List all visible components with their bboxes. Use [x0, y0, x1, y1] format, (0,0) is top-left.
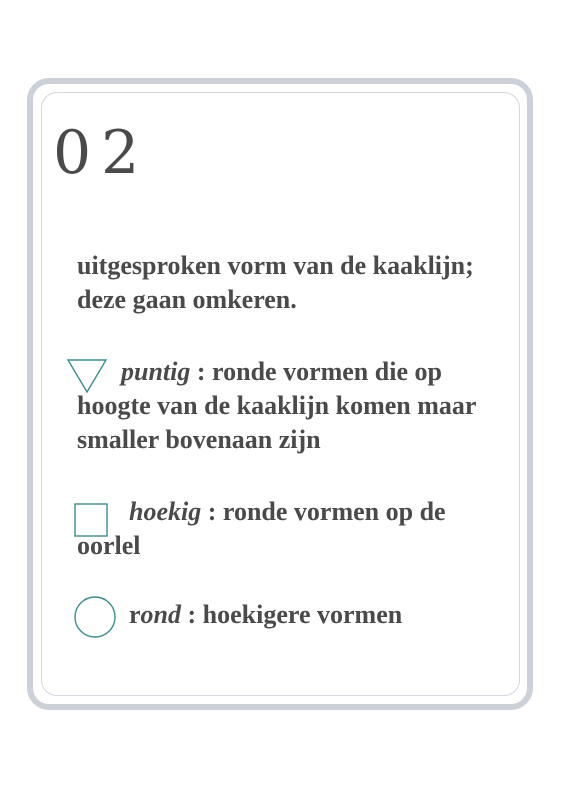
list-item-puntig — [77, 355, 497, 457]
intro-text: uitgesproken vorm van de kaaklijn; deze gaan omkeren. — [77, 251, 474, 314]
description-hoekig: : ronde vormen op de oorlel — [77, 497, 446, 560]
card-number: 02 — [53, 118, 150, 188]
circle-icon — [73, 595, 117, 639]
description-puntig: : ronde vormen die op hoogte van de kaaklijn komen maar smaller bovenaan zijn — [77, 357, 476, 454]
description-rond: : hoekigere vormen — [181, 600, 403, 629]
term-rond-prefix: r — [129, 600, 141, 629]
list-item-rond — [129, 598, 509, 632]
term-hoekig: hoekig — [129, 497, 202, 526]
list-item-hoekig — [77, 495, 497, 563]
term-puntig: puntig — [121, 357, 191, 386]
term-rond: ond — [140, 600, 182, 629]
